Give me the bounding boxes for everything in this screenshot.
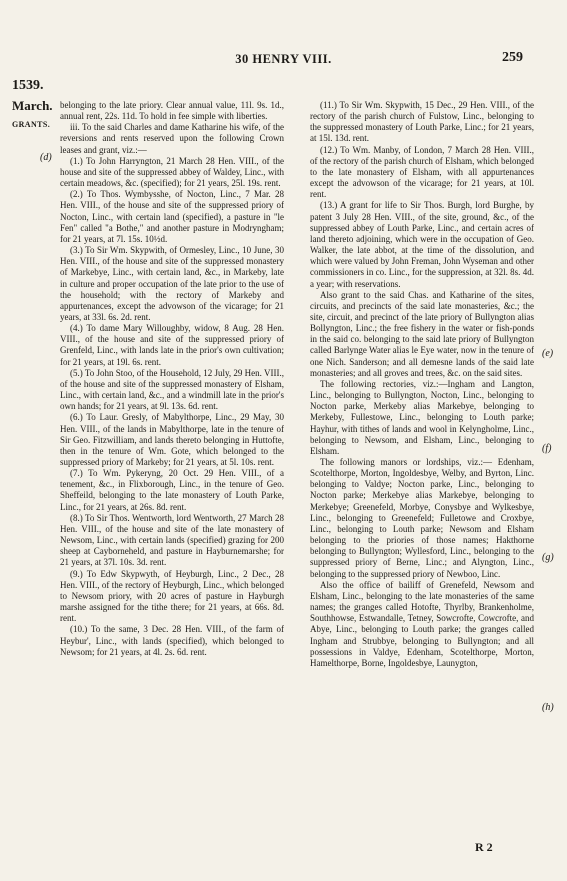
paragraph: (4.) To dame Mary Willoughby, widow, 8 Aug. 28 Hen. VIII., of the house and site of the suppressed priory of Grenfeld, Linc., with lands late in the prior's own cultivation; for 21 years, at 19l. 6s. rent. (60, 323, 284, 367)
page-header (0, 50, 567, 70)
margin-note-g: (g) (542, 552, 554, 563)
margin-note-e: (e) (542, 348, 554, 359)
left-text-column (60, 100, 284, 658)
margin-note-h: (h) (542, 702, 554, 713)
paragraph: The following rectories, viz.:—Ingham and Langton, Linc., belonging to Bullyngton, Nocton, Linc., belonging to Nocton parke, Merkeby alias Markebye, belonging to Merkeby, Fullestowe, Linc., belonging to Louth parke; Hayhur, with tithes of lands and wool in Kelyngholme, Linc., belonging to Newsom, and Elsham, Linc., belonging to Elsham. (310, 378, 534, 456)
paragraph: (13.) A grant for life to Sir Thos. Burgh, lord Burghe, by patent 3 July 28 Hen. VIII., of the site, ground, &c., of the suppressed abbey of Louth Parke, Linc., and certain acres of land thereto adjoining, which were in the occupation of Geo. Walker, the late abbot, at the time of the dissolution, and which were valued by John Freman, John Wyseman and other commissioners in co. Linc., for the suppression, at 32l. 8s. 4d. a year; with reservations. (310, 200, 534, 289)
signature-mark: R 2 (475, 840, 493, 854)
margin-month: March. (12, 98, 53, 113)
right-text-column (310, 100, 534, 669)
paragraph: Also grant to the said Chas. and Katharine of the sites, circuits, and precincts of the said late monasteries, &c.; the site, circuit, and precinct of the late priory of Bullyngton alias Bollyngton, Linc.; the free fishery in the water or fish-ponds in the said co. belonging to the said late priory of Bullyngton called Barlynge Water alias le Eye water, now in the tenure of one Nich. Sanderson; and all demesne lands of the said late monasteries; and all groves and trees, &c. on the said sites. (310, 289, 534, 378)
paragraph: iii. To the said Charles and dame Katharine his wife, of the reversions and rents reserved upon the following Crown leases and grant, viz.:— (60, 122, 284, 155)
page-number: 259 (502, 50, 523, 65)
margin-note-d: (d) (40, 152, 52, 163)
margin-note-f: (f) (542, 443, 552, 454)
paragraph: (3.) To Sir Wm. Skypwith, of Ormesley, Linc., 10 June, 30 Hen. VIII., of the house and site of the suppressed monastery of Markebye, Linc., with certain land, &c., in Markeby, late in culture and proper occupation of the late prior to the use of the household; with the rectory of Markeby and appurtenances, except the advowson of the vicarage; for 21 years, at 33l. 6s. 2d. rent. (60, 245, 284, 322)
paragraph: (8.) To Sir Thos. Wentworth, lord Wentworth, 27 March 28 Hen. VIII., of the house and site of the late monastery of Newsom, Linc., with certain lands (specified) grazing for 200 sheep at Cayborneheld, and pasture in Hayburnemarshe; for 21 years, at 37l. 10s. 3d. rent. (60, 512, 284, 568)
paragraph: (11.) To Sir Wm. Skypwith, 15 Dec., 29 Hen. VIII., of the rectory of the parish church of Fulstow, Linc., belonging to the suppressed monastery of Louth Parke, Linc.; for 21 years, at 15l. 13d. rent. (310, 100, 534, 144)
paragraph: (6.) To Laur. Gresly, of Mabylthorpe, Linc., 29 May, 30 Hen. VIII., of the lands in Mabylthorpe, late in the tenure of Sir Geo. Fitzwilliam, and lands thereto belonging in Huttofte, then in the tenure of Wm. Gote, which belonged to the suppressed priory of Markeby; for 21 years, at 5l. 10s. rent. (60, 412, 284, 467)
left-margin (12, 78, 53, 129)
paragraph: (9.) To Edw Skypwyth, of Heyburgh, Linc., 2 Dec., 28 Hen. VIII., of the rectory of Heyburgh, Linc., which belonged to Newsom priory, with 20 acres of pasture in Hayburgh marshe assigned for the tithe there; for 21 years, at 66s. 8d. rent. (60, 568, 284, 624)
paragraph: (2.) To Thos. Wymbysshe, of Nocton, Linc., 7 Mar. 28 Hen. VIII., of the house and site of the suppressed priory of Nocton, Linc., with certain land (specified), a pasture in "le Fen" called "a Bothe," and another pasture in Modryngham; for 21 years, at 7l. 15s. 10½d. (60, 189, 284, 244)
paragraph: belonging to the late priory. Clear annual value, 11l. 9s. 1d., annual rent, 22s. 11d. To hold in fee simple with liberties. (60, 100, 284, 122)
paragraph: Also the office of bailiff of Grenefeld, Newsom and Elsham, Linc., belonging to the late monasteries of the same names; the granges called Hotofte, Thyrlby, Brankenholme, Southhowse, Estwandalle, Tetney, Sowcrofte, Cowcrofte, and Abye, Linc., belonging to Louth parke; the granges called Ingham and Strubbye, belonging to Bullyngton; and all possessions in Valdye, Edenham, Scotelthorpe, Morton, Hamelthorpe, Borne, Ingoldesbye, Launygton, (310, 579, 534, 668)
paragraph: (7.) To Wm. Pykeryng, 20 Oct. 29 Hen. VIII., of a tenement, &c., in Flixborough, Linc., in the tenure of Geo. Sheffeild, belonging to the late monastery of Louth Parke, Linc., for 21 years, at 26s. 8d. rent. (60, 468, 284, 512)
paragraph: The following manors or lordships, viz.:— Edenham, Scotelthorpe, Morton, Ingoldesbye, Welby, and Byrton, Linc. belonging to Valdye; Nocton parke, Linc., belonging to Nocton parke; Merkebye alias Markebye, belonging to Merkebye; Greenefeld, Morbye, Conysbye and Wylkesbye, Linc., belonging to Greenefeld; Fulletowe and Croxbye, Linc., belonging to Louth parke; Newsom and Elsham belonging to the priories of those names; Hakthorne belonging to Bullyngton; Wyllesford, Linc., belonging to the suppressed priory of Berne, Linc.; and Alyngton, Linc., belonging to the suppressed priory of Newboo, Linc. (310, 457, 534, 579)
margin-section-label: GRANTS. (12, 120, 51, 129)
margin-year: 1539. (12, 78, 44, 93)
paragraph: (1.) To John Harryngton, 21 March 28 Hen. VIII., of the house and site of the suppressed abbey of Waldey, Linc., with certain meadows, &c. (specified); for 21 years, 25l. 19s. rent. (60, 155, 284, 189)
paragraph: (12.) To Wm. Manby, of London, 7 March 28 Hen. VIII., of the rectory of the parish church of Elsham, which belonged to the late monastery of Elsham, with all appurtenances except the advowson of the vicarage; for 21 years, at 10l. rent. (310, 144, 534, 200)
paragraph: (5.) To John Stoo, of the Household, 12 July, 29 Hen. VIII., of the house and site of the suppressed monastery of Elsham, Linc., with certain land, &c., and a windmill late in the prior's own hands; for 21 years, at 9l. 13s. 6d. rent. (60, 367, 284, 412)
paragraph: (10.) To the same, 3 Dec. 28 Hen. VIII., of the farm of Heybur', Linc., with lands (specified), which belonged to Newsom; for 21 years, at 4l. 2s. 6d. rent. (60, 624, 284, 657)
running-title: 30 HENRY VIII. (235, 52, 332, 66)
